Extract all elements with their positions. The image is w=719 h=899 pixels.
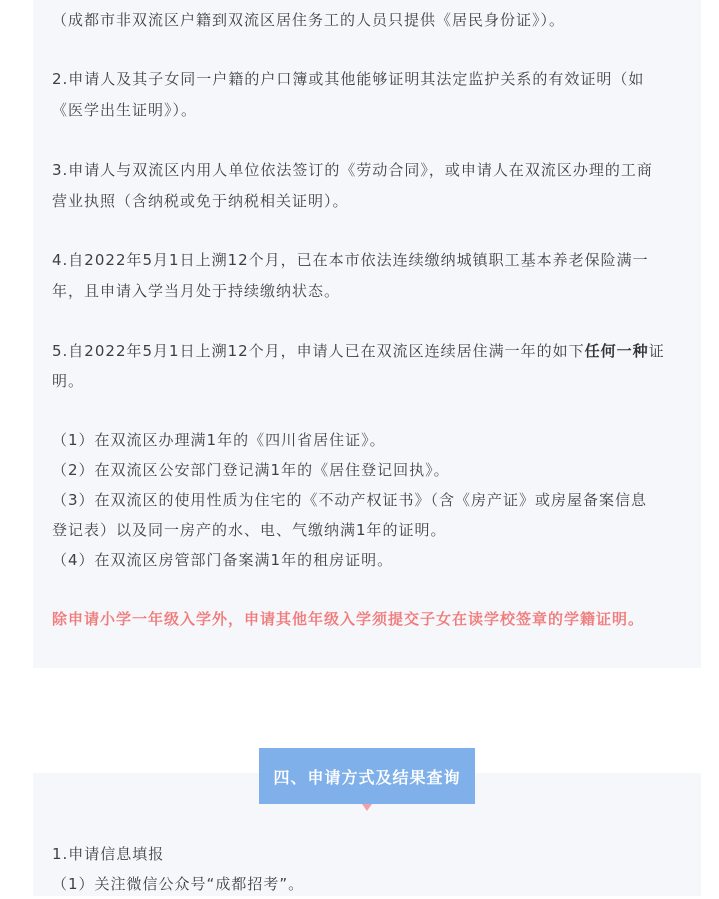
item-5-emphasis: 任何一种 — [584, 342, 649, 360]
item-5-line-2: 明。 — [52, 372, 85, 390]
item-4-line-2: 年，且申请入学当月处于持续缴纳状态。 — [52, 282, 341, 300]
item-2-line-2: 《医学出生证明》）。 — [52, 101, 198, 119]
item-5-text-post: 证 — [648, 342, 665, 360]
sub-item-2: （2）在双流区公安部门登记满1年的《居住登记回执》。 — [52, 461, 450, 479]
application-step-1-sub-1: （1）关注微信公众号“成都招考”。 — [52, 875, 305, 893]
sub-item-4: （4）在双流区房管部门备案满1年的租房证明。 — [52, 551, 394, 569]
application-step-1: 1.申请信息填报 — [52, 845, 165, 863]
text-line-1: （成都市非双流区户籍到双流区居住务工的人员只提供《居民身份证》）。 — [52, 11, 566, 29]
sub-item-3-line-2: 登记表）以及同一房产的水、电、气缴纳满1年的证明。 — [52, 521, 447, 539]
item-3-line-1: 3.申请人与双流区内用人单位依法签订的《劳动合同》，或申请人在双流区办理的工商 — [52, 161, 653, 179]
item-5-line-1 — [52, 336, 692, 366]
pointer-triangle-icon — [362, 804, 372, 811]
notice-text: 除申请小学一年级入学外，申请其他年级入学须提交子女在读学校签章的学籍证明。 — [52, 610, 645, 628]
sub-item-1: （1）在双流区办理满1年的《四川省居住证》。 — [52, 431, 386, 449]
item-5-text-pre: 5.自2022年5月1日上溯12个月，申请人已在双流区连续居住满一年的如下 — [52, 342, 585, 360]
sub-item-3-line-1: （3）在双流区的使用性质为住宅的《不动产权证书》（含《房产证》或房屋备案信息 — [52, 491, 648, 509]
section-title: 四、申请方式及结果查询 — [273, 767, 461, 787]
section-header-application — [259, 748, 475, 804]
item-3-line-2: 营业执照（含纳税或免于纳税相关证明）。 — [52, 192, 349, 210]
item-2-line-1: 2.申请人及其子女同一户籍的户口簿或其他能够证明其法定监护关系的有效证明（如 — [52, 70, 645, 88]
item-4-line-1: 4.自2022年5月1日上溯12个月，已在本市依法连续缴纳城镇职工基本养老保险满一 — [52, 251, 649, 269]
